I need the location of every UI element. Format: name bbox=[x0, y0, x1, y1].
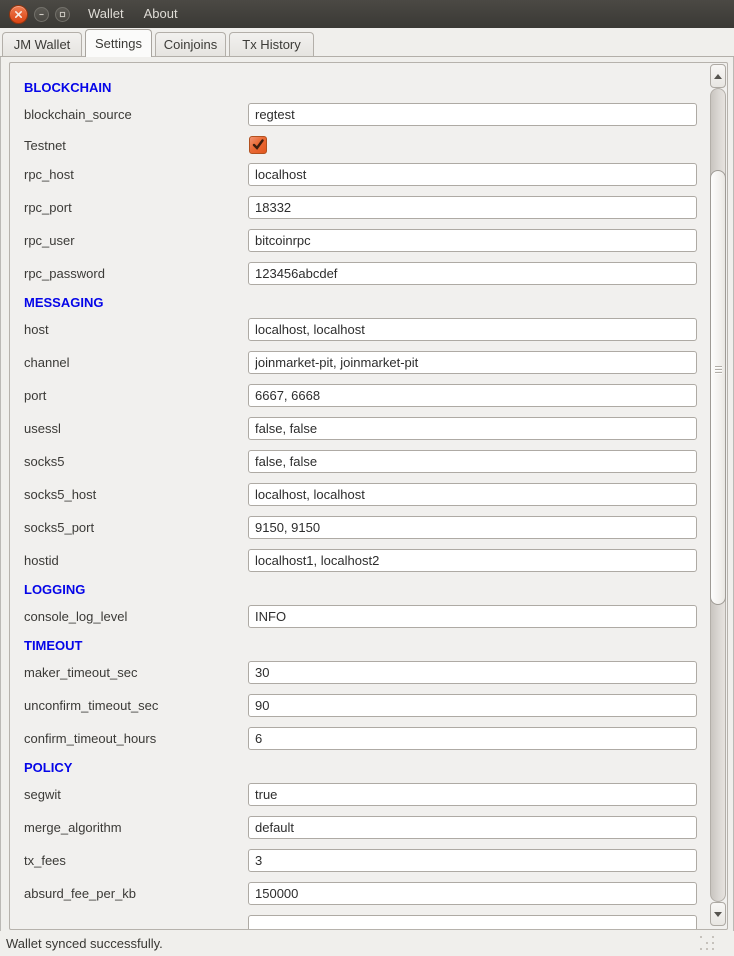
segwit-label: segwit bbox=[24, 787, 61, 802]
setting-row bbox=[10, 516, 727, 539]
socks5-input[interactable] bbox=[248, 450, 697, 473]
tx_fees-label: tx_fees bbox=[24, 853, 66, 868]
setting-row bbox=[10, 417, 727, 440]
merge_algorithm-label: merge_algorithm bbox=[24, 820, 122, 835]
setting-row bbox=[10, 450, 727, 473]
maker_timeout_sec-label: maker_timeout_sec bbox=[24, 665, 138, 680]
rpc_port-input[interactable] bbox=[248, 196, 697, 219]
absurd_fee_per_kb-input[interactable] bbox=[248, 882, 697, 905]
usessl-label: usessl bbox=[24, 421, 61, 436]
maker_timeout_sec-input[interactable] bbox=[248, 661, 697, 684]
hostid-label: hostid bbox=[24, 553, 59, 568]
section-header-timeout: TIMEOUT bbox=[24, 638, 83, 653]
port-input[interactable] bbox=[248, 384, 697, 407]
section-header-blockchain: BLOCKCHAIN bbox=[24, 80, 112, 95]
setting-row bbox=[10, 549, 727, 572]
section-header-messaging: MESSAGING bbox=[24, 295, 104, 310]
socks5_host-input[interactable] bbox=[248, 483, 697, 506]
console_log_level-label: console_log_level bbox=[24, 609, 128, 624]
setting-row bbox=[10, 727, 727, 750]
rpc_port-label: rpc_port bbox=[24, 200, 72, 215]
titlebar bbox=[0, 0, 734, 29]
section-header-logging: LOGGING bbox=[24, 582, 86, 597]
scrollbar-thumb[interactable] bbox=[710, 170, 726, 605]
scroll-down-icon bbox=[714, 912, 722, 917]
menu-about[interactable]: About bbox=[143, 6, 178, 21]
window-buttons bbox=[0, 5, 70, 24]
setting-row bbox=[10, 483, 727, 506]
setting-row bbox=[10, 816, 727, 839]
setting-row bbox=[10, 103, 727, 126]
setting-row bbox=[10, 882, 727, 905]
setting-row bbox=[10, 605, 727, 628]
usessl-input[interactable] bbox=[248, 417, 697, 440]
tab-bar bbox=[0, 28, 734, 57]
hostid-input[interactable] bbox=[248, 549, 697, 572]
channel-label: channel bbox=[24, 355, 70, 370]
menubar bbox=[86, 0, 180, 28]
scroll-up-button[interactable] bbox=[710, 64, 726, 88]
partial-field-input[interactable] bbox=[248, 915, 697, 930]
scrollbar-grip-icon bbox=[715, 366, 722, 375]
setting-row bbox=[10, 196, 727, 219]
unconfirm_timeout_sec-label: unconfirm_timeout_sec bbox=[24, 698, 159, 713]
tab-jm-wallet[interactable]: JM Wallet bbox=[2, 32, 82, 56]
setting-row bbox=[10, 694, 727, 717]
rpc_password-label: rpc_password bbox=[24, 266, 105, 281]
scroll-up-icon bbox=[714, 74, 722, 79]
absurd_fee_per_kb-label: absurd_fee_per_kb bbox=[24, 886, 137, 901]
tab-coinjoins[interactable]: Coinjoins bbox=[155, 32, 226, 56]
menu-wallet[interactable]: Wallet bbox=[88, 6, 124, 21]
setting-row bbox=[10, 318, 727, 341]
blockchain_source-label: blockchain_source bbox=[24, 107, 132, 122]
setting-row bbox=[10, 351, 727, 374]
console_log_level-input[interactable] bbox=[248, 605, 697, 628]
rpc_user-input[interactable] bbox=[248, 229, 697, 252]
socks5_host-label: socks5_host bbox=[24, 487, 97, 502]
socks5_port-input[interactable] bbox=[248, 516, 697, 539]
blockchain_source-input[interactable] bbox=[248, 103, 697, 126]
settings-scroll-area bbox=[9, 62, 728, 930]
setting-row bbox=[10, 783, 727, 806]
maximize-icon[interactable] bbox=[55, 7, 70, 22]
merge_algorithm-input[interactable] bbox=[248, 816, 697, 839]
setting-row-partial bbox=[10, 915, 727, 930]
host-label: host bbox=[24, 322, 49, 337]
setting-row bbox=[10, 661, 727, 684]
scroll-down-button[interactable] bbox=[710, 902, 726, 926]
confirm_timeout_hours-label: confirm_timeout_hours bbox=[24, 731, 157, 746]
setting-row bbox=[10, 229, 727, 252]
confirm_timeout_hours-input[interactable] bbox=[248, 727, 697, 750]
socks5_port-label: socks5_port bbox=[24, 520, 95, 535]
rpc_host-input[interactable] bbox=[248, 163, 697, 186]
rpc_user-label: rpc_user bbox=[24, 233, 75, 248]
minimize-icon[interactable] bbox=[34, 7, 49, 22]
rpc_password-input[interactable] bbox=[248, 262, 697, 285]
testnet-label: Testnet bbox=[24, 138, 66, 153]
vertical-scrollbar bbox=[710, 64, 726, 926]
testnet-checkbox[interactable] bbox=[249, 136, 267, 154]
section-header-policy: POLICY bbox=[24, 760, 73, 775]
unconfirm_timeout_sec-input[interactable] bbox=[248, 694, 697, 717]
tx_fees-input[interactable] bbox=[248, 849, 697, 872]
setting-row bbox=[10, 133, 727, 159]
close-icon[interactable] bbox=[9, 5, 28, 24]
setting-row bbox=[10, 849, 727, 872]
tab-settings[interactable]: Settings bbox=[85, 29, 152, 57]
status-bar bbox=[0, 931, 734, 956]
segwit-input[interactable] bbox=[248, 783, 697, 806]
setting-row bbox=[10, 163, 727, 186]
port-label: port bbox=[24, 388, 47, 403]
resize-grip[interactable] bbox=[700, 936, 702, 938]
rpc_host-label: rpc_host bbox=[24, 167, 74, 182]
socks5-label: socks5 bbox=[24, 454, 65, 469]
status-message: Wallet synced successfully. bbox=[6, 936, 163, 951]
channel-input[interactable] bbox=[248, 351, 697, 374]
tab-tx-history[interactable]: Tx History bbox=[229, 32, 314, 56]
checkbox-checked-icon bbox=[251, 138, 265, 152]
host-input[interactable] bbox=[248, 318, 697, 341]
setting-row bbox=[10, 262, 727, 285]
setting-row bbox=[10, 384, 727, 407]
